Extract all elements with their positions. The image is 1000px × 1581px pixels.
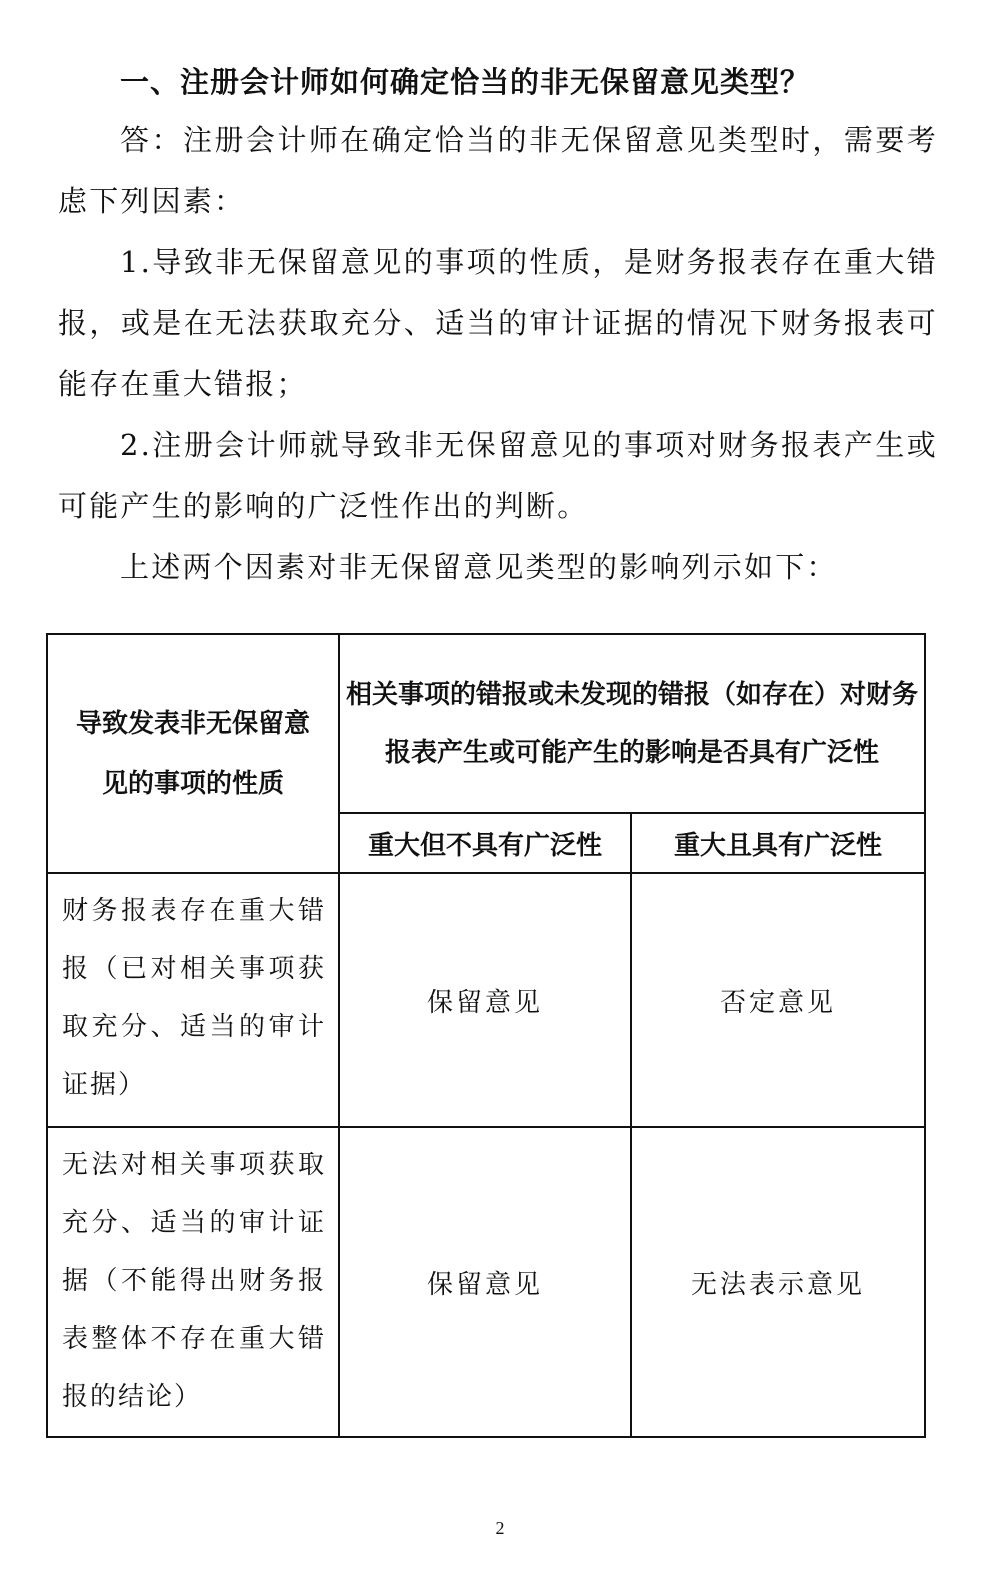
table-row	[47, 873, 925, 1127]
opinion-type-table	[46, 633, 926, 1438]
header-material-and-pervasive: 重大且具有广泛性	[631, 813, 925, 873]
table-intro-paragraph: 上述两个因素对非无保留意见类型的影响列示如下：	[120, 550, 838, 584]
row-label-material-misstatement: 财务报表存在重大错报（已对相关事项获取充分、适当的审计证据）	[47, 873, 339, 1127]
factor-2-paragraph: 2.注册会计师就导致非无保留意见的事项对财务报表产生或可能产生的影响的广泛性作出的判断。	[58, 428, 938, 523]
table-row	[47, 1127, 925, 1437]
header-matter-nature: 导致发表非无保留意见的事项的性质	[47, 634, 339, 873]
answer-paragraph: 答：注册会计师在确定恰当的非无保留意见类型时，需要考虑下列因素：	[58, 123, 938, 218]
row-label-insufficient-evidence: 无法对相关事项获取充分、适当的审计证据（不能得出财务报表整体不存在重大错报的结论）	[47, 1127, 339, 1437]
cell-disclaimer-of-opinion: 无法表示意见	[631, 1127, 925, 1437]
section-heading: 一、注册会计师如何确定恰当的非无保留意见类型？	[120, 65, 811, 99]
factor-1-paragraph: 1.导致非无保留意见的事项的性质，是财务报表存在重大错报，或是在无法获取充分、适当的审计证据的情况下财务报表可能存在重大错报；	[58, 245, 938, 401]
table-header-row	[47, 634, 925, 813]
header-pervasiveness: 相关事项的错报或未发现的错报（如存在）对财务报表产生或可能产生的影响是否具有广泛性	[339, 634, 925, 813]
page-number: 2	[495, 1518, 505, 1538]
cell-qualified-opinion: 保留意见	[339, 873, 631, 1127]
cell-adverse-opinion: 否定意见	[631, 873, 925, 1127]
header-material-not-pervasive: 重大但不具有广泛性	[339, 813, 631, 873]
cell-qualified-opinion: 保留意见	[339, 1127, 631, 1437]
